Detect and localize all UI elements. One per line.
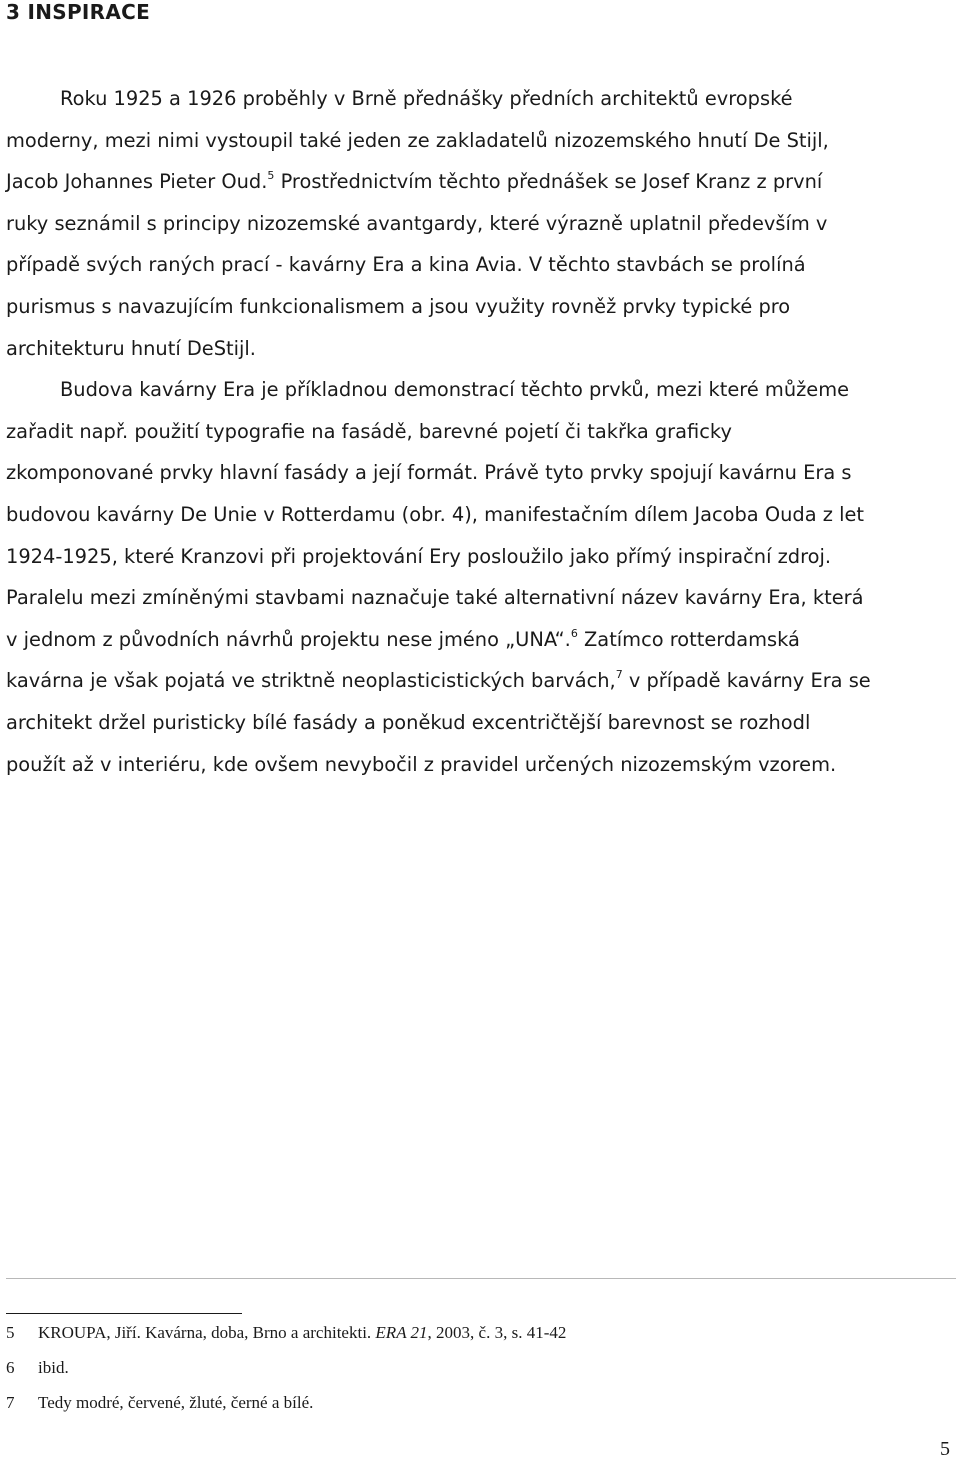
footnote-number: 6 xyxy=(6,1358,15,1377)
text-line: architekturu hnutí DeStijl. xyxy=(6,336,256,360)
text-line: moderny, mezi nimi vystoupil také jeden ze zakladatelů nizozemského hnutí De Stijl, xyxy=(6,128,829,152)
text-segment: Zatímco rotterdamská xyxy=(577,627,800,651)
text-line: purismus s navazujícím funkcionalismem a jsou využity rovněž prvky typické pro xyxy=(6,294,791,318)
text-line: Roku 1925 a 1926 proběhly v Brně přednášky předních architektů evropské xyxy=(60,87,793,110)
text-segment: kavárna je však pojatá ve striktně neoplasticistických barvách, xyxy=(6,669,616,693)
footnote-6 xyxy=(6,1358,69,1378)
text-line: Budova kavárny Era je příkladnou demonstrací těchto prvků, mezi které můžeme xyxy=(60,378,850,402)
footnote-5 xyxy=(6,1323,566,1343)
footnote-number: 7 xyxy=(6,1393,15,1412)
text-line: 1924-1925, které Kranzovi při projektování Ery posloužilo jako přímý inspirační zdroj. xyxy=(6,544,832,568)
text-line: případě svých raných prací - kavárny Era a kina Avia. V těchto stavbách se prolíná xyxy=(6,253,806,277)
text-line: ruky seznámil s principy nizozemské avantgardy, které výrazně uplatnil především v xyxy=(6,211,828,235)
text-line: použít až v interiéru, kde ovšem nevybočil z pravidel určených nizozemským vzorem. xyxy=(6,752,837,776)
text-line: Paralelu mezi zmíněnými stavbami naznačuje také alternativní název kavárny Era, která xyxy=(6,586,864,610)
text-segment: v jednom z původních návrhů projektu nese jméno „UNA“. xyxy=(6,627,571,651)
footnote-journal-title: ERA 21 xyxy=(375,1323,428,1342)
text-segment: Prostřednictvím těchto přednášek se Josef Kranz z první xyxy=(274,170,823,194)
text-line xyxy=(6,660,958,702)
footnote-ref-5[interactable]: 5 xyxy=(267,169,275,183)
text-line: architekt držel puristicky bílé fasády a poněkud excentričtější barevnost se rozhodl xyxy=(6,710,811,734)
footnote-7 xyxy=(6,1393,313,1413)
footnote-ref-7[interactable]: 7 xyxy=(615,668,623,682)
text-line: zařadit např. použití typografie na fasádě, barevné pojetí či takřka graficky xyxy=(6,419,732,443)
page-number: 5 xyxy=(940,1438,950,1460)
footnote-text: Tedy modré, červené, žluté, černé a bílé. xyxy=(38,1393,314,1412)
section-heading: 3 INSPIRACE xyxy=(6,0,151,24)
text-line xyxy=(6,619,958,661)
text-segment: v případě kavárny Era se xyxy=(622,669,871,693)
footnote-text: KROUPA, Jiří. Kavárna, doba, Brno a architekti. xyxy=(38,1323,376,1342)
page-divider xyxy=(6,1278,956,1279)
footnote-number: 5 xyxy=(6,1323,15,1342)
text-segment: Jacob Johannes Pieter Oud. xyxy=(6,170,268,194)
text-line: budovou kavárny De Unie v Rotterdamu (obr. 4), manifestačním dílem Jacoba Ouda z let xyxy=(6,502,865,526)
footnote-separator xyxy=(6,1313,242,1314)
text-line: zkomponované prvky hlavní fasády a její formát. Právě tyto prvky spojují kavárnu Era s xyxy=(6,461,852,485)
body-text xyxy=(6,78,958,785)
footnote-text: , 2003, č. 3, s. 41-42 xyxy=(427,1323,567,1342)
text-line xyxy=(6,161,958,203)
footnote-text: ibid. xyxy=(38,1358,69,1377)
footnote-ref-6[interactable]: 6 xyxy=(570,626,578,640)
